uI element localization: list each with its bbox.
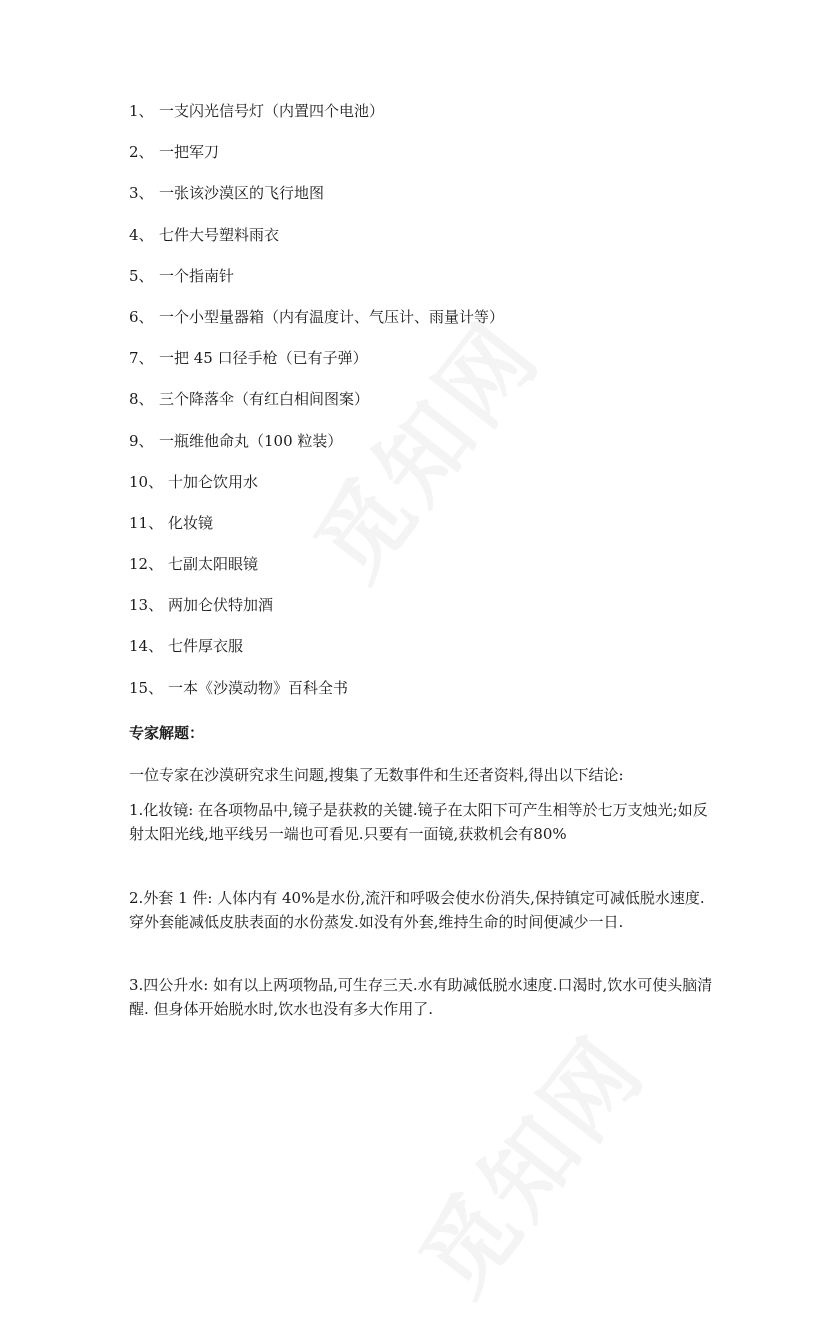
item-text: 七件大号塑料雨衣 — [159, 225, 280, 244]
list-item — [129, 264, 709, 305]
item-text: 一把 45 口径手枪（已有子弹） — [159, 349, 368, 368]
conclusion-paragraph: 1.化妆镜: 在各项物品中,镜子是获救的关键.镜子在太阳下可产生相等於七万支烛光;如反射太阳光线,地平线另一端也可看见.只要有一面镜,获救机会有80% — [129, 801, 708, 843]
conclusion-paragraph: 2.外套 1 件: 人体内有 40%是水份,流汗和呼吸会使水份消失,保持镇定可减低脱水速度.穿外套能减低皮肤表面的水份蒸发.如没有外套,维持生命的时间便减少一日. — [129, 889, 705, 931]
item-number: 15、 — [129, 678, 164, 697]
list-item — [129, 140, 709, 181]
list-item — [129, 181, 709, 222]
item-number: 1、 — [129, 102, 154, 120]
list-item — [129, 511, 709, 552]
item-number: 5、 — [129, 266, 154, 285]
item-text: 化妆镜 — [168, 513, 214, 532]
item-text: 三个降落伞（有红白相间图案） — [159, 390, 370, 409]
item-number: 2、 — [129, 143, 154, 162]
section-heading: 专家解题： — [129, 724, 205, 742]
item-text: 两加仑伏特加酒 — [168, 596, 274, 615]
item-number: 14、 — [129, 637, 164, 656]
item-text: 一个小型量器箱（内有温度计、气压计、雨量计等） — [159, 307, 505, 326]
list-item — [129, 676, 709, 717]
watermark — [384, 1005, 669, 1317]
list-item — [129, 223, 709, 264]
list-item — [129, 552, 709, 593]
conclusion-paragraph: 3.四公升水: 如有以上两项物品,可生存三天.水有助减低脱水速度.口渴时,饮水可使头脑清醒. 但身体开始脱水时,饮水也没有多大作用了. — [129, 976, 713, 1018]
list-item — [129, 387, 709, 428]
item-number: 13、 — [129, 596, 164, 615]
list-item — [129, 99, 709, 140]
item-number: 4、 — [129, 225, 154, 244]
item-number: 9、 — [129, 431, 154, 450]
list-item — [129, 305, 709, 346]
item-text: 一本《沙漠动物》百科全书 — [168, 678, 349, 697]
item-text: 七副太阳眼镜 — [168, 555, 259, 574]
item-text: 一个指南针 — [159, 266, 235, 285]
items-list — [129, 99, 709, 717]
item-text: 七件厚衣服 — [168, 637, 244, 656]
item-number: 3、 — [129, 184, 154, 203]
list-item — [129, 346, 709, 387]
item-number: 11、 — [129, 513, 164, 532]
item-text: 一把军刀 — [159, 143, 220, 162]
item-number: 10、 — [129, 472, 164, 491]
item-text: 十加仑饮用水 — [168, 472, 259, 491]
item-text: 一支闪光信号灯（内置四个电池） — [159, 102, 385, 120]
item-number: 12、 — [129, 555, 164, 574]
list-item — [129, 634, 709, 675]
intro-paragraph: 一位专家在沙漠研究求生问题,搜集了无数事件和生还者资料,得出以下结论: — [129, 766, 624, 784]
item-number: 8、 — [129, 390, 154, 409]
list-item — [129, 593, 709, 634]
item-text: 一张该沙漠区的飞行地图 — [159, 184, 325, 203]
item-number: 6、 — [129, 307, 154, 326]
item-number: 7、 — [129, 349, 154, 368]
list-item — [129, 470, 709, 511]
item-text: 一瓶维他命丸（100 粒装） — [159, 431, 343, 450]
list-item — [129, 429, 709, 470]
